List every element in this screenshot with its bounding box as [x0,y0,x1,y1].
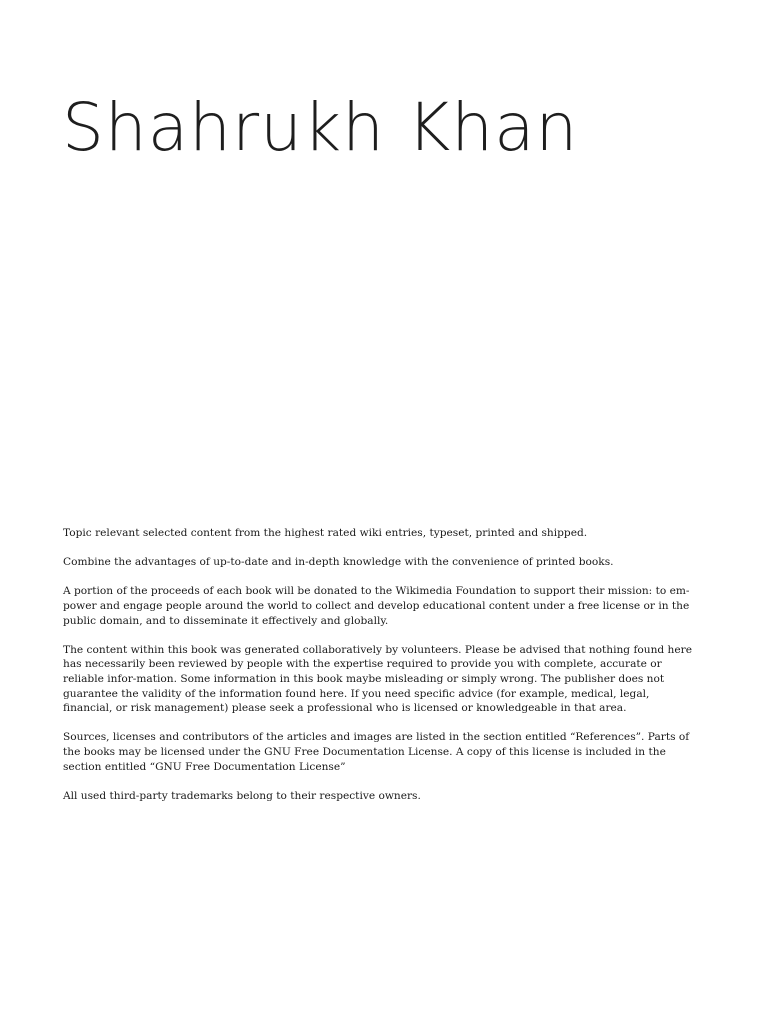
publisher-notice [63,526,699,803]
notice-paragraph-content: Topic relevant selected content from the highest rated wiki entries, typeset, printed and shipped. [63,527,588,539]
notice-paragraph-advantages: Combine the advantages of up-to-date and in-depth knowledge with the convenience of printed books. [63,556,614,569]
notice-paragraph-licenses: Sources, licenses and contributors of the articles and images are listed in the section entitled “References”. Parts of the books may be licensed under the GNU Free Documentation License. A copy of this license is included in the section entitled “GNU Free Documentation License” [63,731,690,773]
book-title: Shahrukh Khan [62,89,579,166]
notice-paragraph-donation: A portion of the proceeds of each book will be donated to the Wikimedia Foundation to support their mission: to em-power and engage people around the world to collect and develop educational content under a free license or in the public domain, and to disseminate it effectively and globally. [63,585,690,627]
notice-paragraph-disclaimer: The content within this book was generated collaboratively by volunteers. Please be advised that nothing found here has necessarily been reviewed by people with the expertise required to provide you with complete, accurate or reliable infor-mation. Some information in this book maybe misleading or simply wrong. The publisher does not guarantee the validity of the information found here. If you need specific advice (for example, medical, legal, financial, or risk management) please seek a professional who is licensed or knowledgeable in that area. [63,643,692,715]
notice-paragraph-trademarks: All used third-party trademarks belong to their respective owners. [63,789,421,802]
